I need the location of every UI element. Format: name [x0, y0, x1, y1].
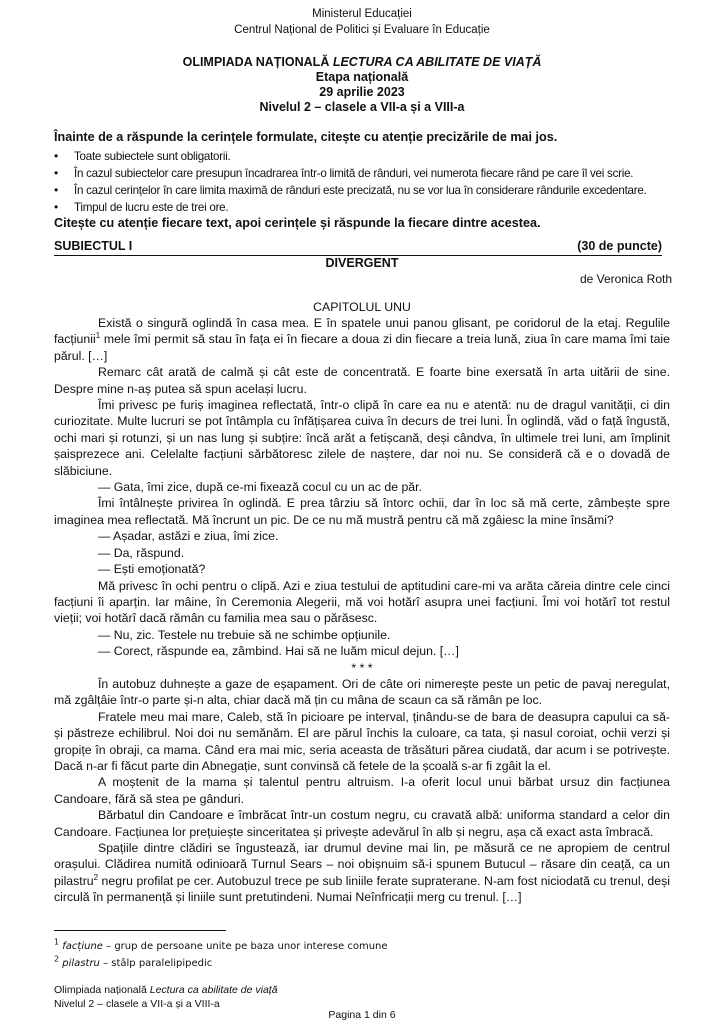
level-title: Nivelul 2 – clasele a VII-a și a VIII-a: [259, 100, 465, 114]
footnote-ref: 2: [93, 872, 99, 882]
paragraph: A moștenit de la mama și talentul pentru altruism. I-a oferit locul unui bărbat ursuz din facțiunea Candoare, fără să stea pe gânduri.: [54, 775, 670, 806]
page-number: Pagina 1 din 6: [328, 1009, 396, 1021]
ministry-header: Ministerul Educației: [312, 8, 412, 20]
paragraph: — Nu, zic. Testele nu trebuie să ne schimbe opțiunile.: [98, 627, 391, 642]
excerpt-text: [54, 315, 670, 906]
paragraph: — Corect, răspunde ea, zâmbind. Hai să ne luăm micul dejun. […]: [98, 644, 459, 659]
paragraph: — Da, răspund.: [98, 545, 185, 560]
olympiad-title: OLIMPIADA NAȚIONALĂ LECTURA CA ABILITATE DE VIAȚĂ: [182, 55, 542, 69]
paragraph: Există o singură oglindă în casa mea. E în spatele unui panou glisant, pe coridorul de la etaj. Regulile facțiunii$^1$ mele îmi permit să stau în fața ei în fiecare a doua zi din fiecare a treia lună, ziua în care mama îmi taie părul. […]: [54, 316, 670, 363]
read-instruction: Citește cu atenție fiecare text, apoi cerințele și răspunde la fiecare dintre acestea.: [54, 216, 541, 230]
center-header: Centrul Național de Politici și Evaluare în Educație: [234, 24, 490, 36]
subject-heading: [54, 239, 662, 256]
subject-points: (30 de puncte): [577, 239, 662, 253]
section-separator: * * *: [351, 660, 373, 675]
page-footer: Olimpiada națională Lectura ca abilitate de viață Nivelul 2 – clasele a VII-a și a VIII-a: [54, 984, 278, 1010]
paragraph: În autobuz duhnește a gaze de eșapament. Ori de câte ori nimerește peste un petic de pavaj neregulat, mă zgâlțâie într-o parte și-n alta, chiar dacă mă țin cu mâna de scaun ca să rămân pe loc.: [54, 676, 670, 708]
rule-item: • În cazul subiectelor care presupun încadrarea într-o limită de rânduri, vei numerota fiecare rând pe care îl vei scrie.: [54, 165, 647, 182]
work-author: de Veronica Roth: [579, 272, 672, 286]
subject-label: SUBIECTUL I: [54, 239, 133, 253]
rule-item: • Toate subiectele sunt obligatorii.: [54, 148, 647, 165]
footnote-item: $^1$ facțiune – grup de persoane unite pe baza unor interese comune: [54, 937, 388, 952]
work-title: DIVERGENT: [325, 256, 399, 270]
footnote-ref: 1: [95, 331, 101, 341]
footnotes: [54, 938, 388, 972]
stage-title: Etapa națională: [315, 70, 409, 84]
rule-item: • Timpul de lucru este de trei ore.: [54, 199, 647, 216]
paragraph: Îmi privesc pe furiș imaginea reflectată, într-o clipă în care ea nu e atentă: nu de dragul vanității, ci din curiozitate. Multe lucruri se pot întâmpla cu înfățișarea cuiva în decurs de trei luni. În oglindă, văd o față îngustă, ochi mari și rotunzi, și un nas lung și subțire: încă arăt a fetișcană, deși cândva, în ultimele trei luni, am împlinit șaisprezece ani. Celelalte facțiuni sărbătoresc zilele de naștere, dar noi nu. Se consideră că e o dovadă de slăbiciune.: [54, 398, 670, 478]
paragraph: Bărbatul din Candoare e îmbrăcat într-un costum negru, cu cravată albă: uniforma standard a celor din Candoare. Facțiunea lor prețuiește sinceritatea și privește adevărul în alb și negru, așa că exact asta îmbracă.: [54, 808, 670, 839]
paragraph: — Gata, îmi zice, după ce-mi fixează cocul cu un ac de păr.: [98, 480, 422, 495]
paragraph: Mă privesc în ochi pentru o clipă. Azi e ziua testului de aptitudini care-mi va arăta căreia dintre cele cinci facțiuni îi aparțin. Iar mâine, în Ceremonia Alegerii, mă voi hotărî asupra unei facțiuni. Îmi voi hotărî tot restul vieții; voi hotărî dacă rămân cu familia mea sau o părăsesc.: [54, 578, 670, 626]
paragraph: — Ești emoționată?: [98, 562, 206, 577]
rules-list: [54, 148, 647, 216]
paragraph: Îmi întâlnește privirea în oglindă. E prea târziu să întorc ochii, dar în loc să mă certe, zâmbește spre imaginea mea reflectată. Mă încrunt un pic. De ce nu mă mustră pentru că mă zgâiesc la mine însămi?: [54, 496, 670, 527]
paragraph: Fratele meu mai mare, Caleb, stă în picioare pe interval, ținându-se de bara de deasupra capului ca să-și păstreze echilibrul. Noi doi nu semănăm. El are părul închis la culoare, ca tata, și nasul coroiat, ochii verzi și gropițe în obraji, ca mama. Când era mai mic, seria aceasta de trăsături părea ciudată, dar acum i se potrivește. Dacă n-ar fi făcut parte din Abnegație, sunt convinsă că fetele de la școală s-ar fi zgâit la el.: [54, 709, 670, 773]
paragraph: Remarc cât arată de calmă și cât este de concentrată. E foarte bine exersată în arta uitării de sine. Despre mine n-aș putea să spun același lucru.: [54, 365, 670, 396]
paragraph: Spațiile dintre clădiri se îngustează, iar drumul devine mai lin, pe măsură ce ne apropiem de centrul orașului. Clădirea numită odinioară Turnul Sears – noi obișnuim să-i spunem Butucul – răsare din ceață, ca un pilastru$^2$ negru profilat pe cer. Autobuzul trece pe sub liniile ferate supraterane. N-am fost niciodată cu trenul, deși circulă în permanență și liniile sunt pretutindeni. Numai Neînfricații merg cu trenul. […]: [54, 841, 670, 905]
paragraph: — Așadar, astăzi e ziua, îmi zice.: [98, 529, 279, 544]
rule-item: • În cazul cerințelor în care limita maximă de rânduri este precizată, nu se vor lua în considerare rândurile excedentare.: [54, 182, 647, 199]
chapter-title: CAPITOLUL UNU: [313, 300, 411, 314]
instructions-heading: Înainte de a răspunde la cerințele formulate, citește cu atenție precizările de mai jos.: [54, 130, 558, 144]
date-title: 29 aprilie 2023: [319, 85, 405, 99]
footnote-item: $^2$ pilastru – stâlp paralelipipedic: [54, 954, 213, 969]
footnote-divider: [54, 930, 226, 931]
